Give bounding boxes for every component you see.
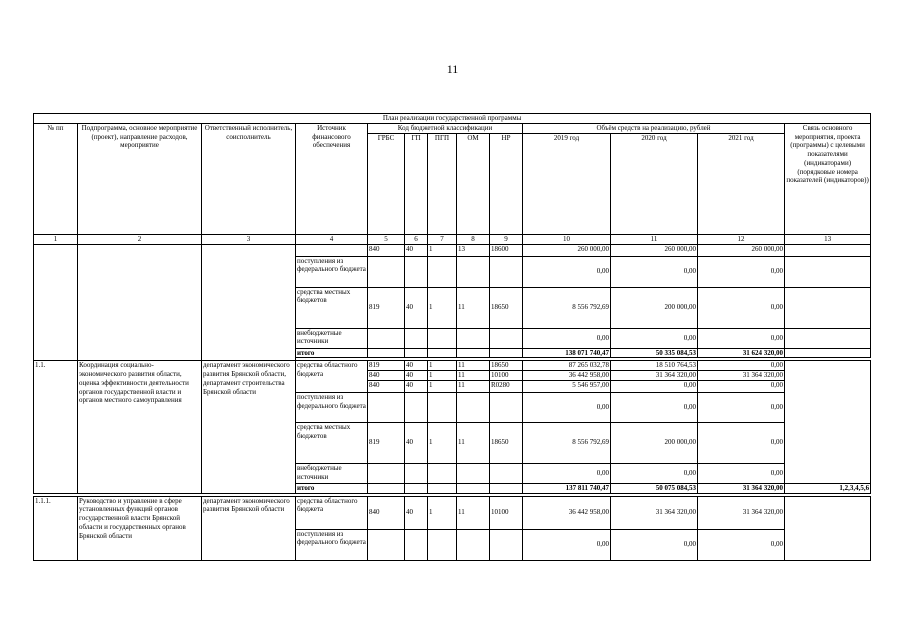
header-link: Связь основного мероприятия, проекта (программы) с целевыми показателями (индикаторами) (порядковые номера показателей (индикаторов)): [785, 123, 871, 234]
header-2020: 2020 год: [611, 133, 698, 234]
header-np: НР: [490, 133, 523, 234]
table-row: 840 40 1 11 R0280 5 546 957,00 0,00 0,00: [34, 380, 871, 392]
table-row: средства местных бюджетов 819 40 1 11 18650 8 556 792,69 200 000,00 0,00: [34, 287, 871, 328]
row-number: 1.1.1.: [34, 496, 78, 560]
col-number: 3: [202, 234, 296, 244]
col-number: 1: [34, 234, 78, 244]
header-subprogram: Подпрограмма, основное мероприятие (проект), направление расходов, мероприятие: [78, 123, 202, 234]
col-number: 12: [698, 234, 785, 244]
col-number: 11: [611, 234, 698, 244]
table-row: 1.1.1. Руководство и управление в сфере установленных функций органов государственной власти Брянской области и государственных органов Брянской области департамент экономического развития Брянской области средства областного бюджета 840 40 1 11 10100 36 442 958,00 31 364 320,00 31 364 320,00: [34, 496, 871, 529]
program-plan-table: [33, 113, 871, 561]
table-row: 840 40 1 13 18600 260 000,00 260 000,00 260 000,00: [34, 244, 871, 256]
col-number: 8: [457, 234, 490, 244]
header-2019: 2019 год: [523, 133, 611, 234]
header-2021: 2021 год: [698, 133, 785, 234]
col-number: 6: [405, 234, 428, 244]
table-row: 1.1. Координация социально-экономического развития области, оценка эффективности деятельности органов государственной власти и органов местного самоуправления департамент экономического развития Брянской области, департамент строительства Брянской области средства областного бюджета 819 40 1 11 18650 87 265 032,78 18 510 764,53 0,00: [34, 361, 871, 371]
table-title: План реализации государственной программы: [34, 114, 871, 124]
header-gp: ГП: [405, 133, 428, 234]
header-num: № пп: [34, 123, 78, 234]
row-number: 1.1.: [34, 361, 78, 493]
col-number: 5: [368, 234, 405, 244]
indicator-links: 1,2,3,4,5,6: [785, 483, 871, 493]
column-number-row: [34, 234, 871, 244]
measure-name: Руководство и управление в сфере установленных функций органов государственной власти Брянской области и государственных органов Брянской области: [78, 496, 202, 560]
total-row: итого 138 071 740,47 50 335 084,53 31 624 320,00: [34, 348, 871, 358]
table-row: внебюджетные источники 0,00 0,00 0,00: [34, 328, 871, 348]
table-row: 840 40 1 11 10100 36 442 958,00 31 364 320,00 31 364 320,00: [369, 371, 783, 379]
measure-name: Координация социально-экономического развития области, оценка эффективности деятельности органов государственной власти и органов местного самоуправления: [78, 361, 202, 493]
table-row: поступления из федерального бюджета 0,00 0,00 0,00: [34, 392, 871, 422]
header-pgp: ПГП: [428, 133, 457, 234]
col-number: 13: [785, 234, 871, 244]
col-number: 9: [490, 234, 523, 244]
header-om: ОМ: [457, 133, 490, 234]
header-source: Источник финансового обеспечения: [296, 123, 368, 234]
col-number: 7: [428, 234, 457, 244]
col-number: 2: [78, 234, 202, 244]
header-grbs: ГРБС: [368, 133, 405, 234]
header-volume: Объём средств на реализацию, рублей: [523, 123, 785, 133]
table-row: поступления из федерального бюджета 0,00 0,00 0,00: [34, 529, 871, 560]
executor: департамент экономического развития Брянской области: [202, 496, 296, 560]
table-row: средства местных бюджетов 819 40 1 11 18650 8 556 792,69 200 000,00 0,00: [34, 422, 871, 463]
header-executor: Ответственный исполнитель, соисполнитель: [202, 123, 296, 234]
table-row: внебюджетные источники 0,00 0,00 0,00: [34, 463, 871, 483]
total-row: итого 137 811 740,47 50 075 084,53 31 364 320,00 1,2,3,4,5,6: [297, 483, 870, 492]
executor: департамент экономического развития Брянской области, департамент строительства Брянской области: [202, 361, 296, 493]
table-row: поступления из федерального бюджета 0,00 0,00 0,00: [34, 256, 871, 287]
col-number: 4: [296, 234, 368, 244]
header-budget-code: Код бюджетной классификации: [368, 123, 523, 133]
page-number: 11: [446, 62, 459, 76]
col-number: 10: [523, 234, 611, 244]
